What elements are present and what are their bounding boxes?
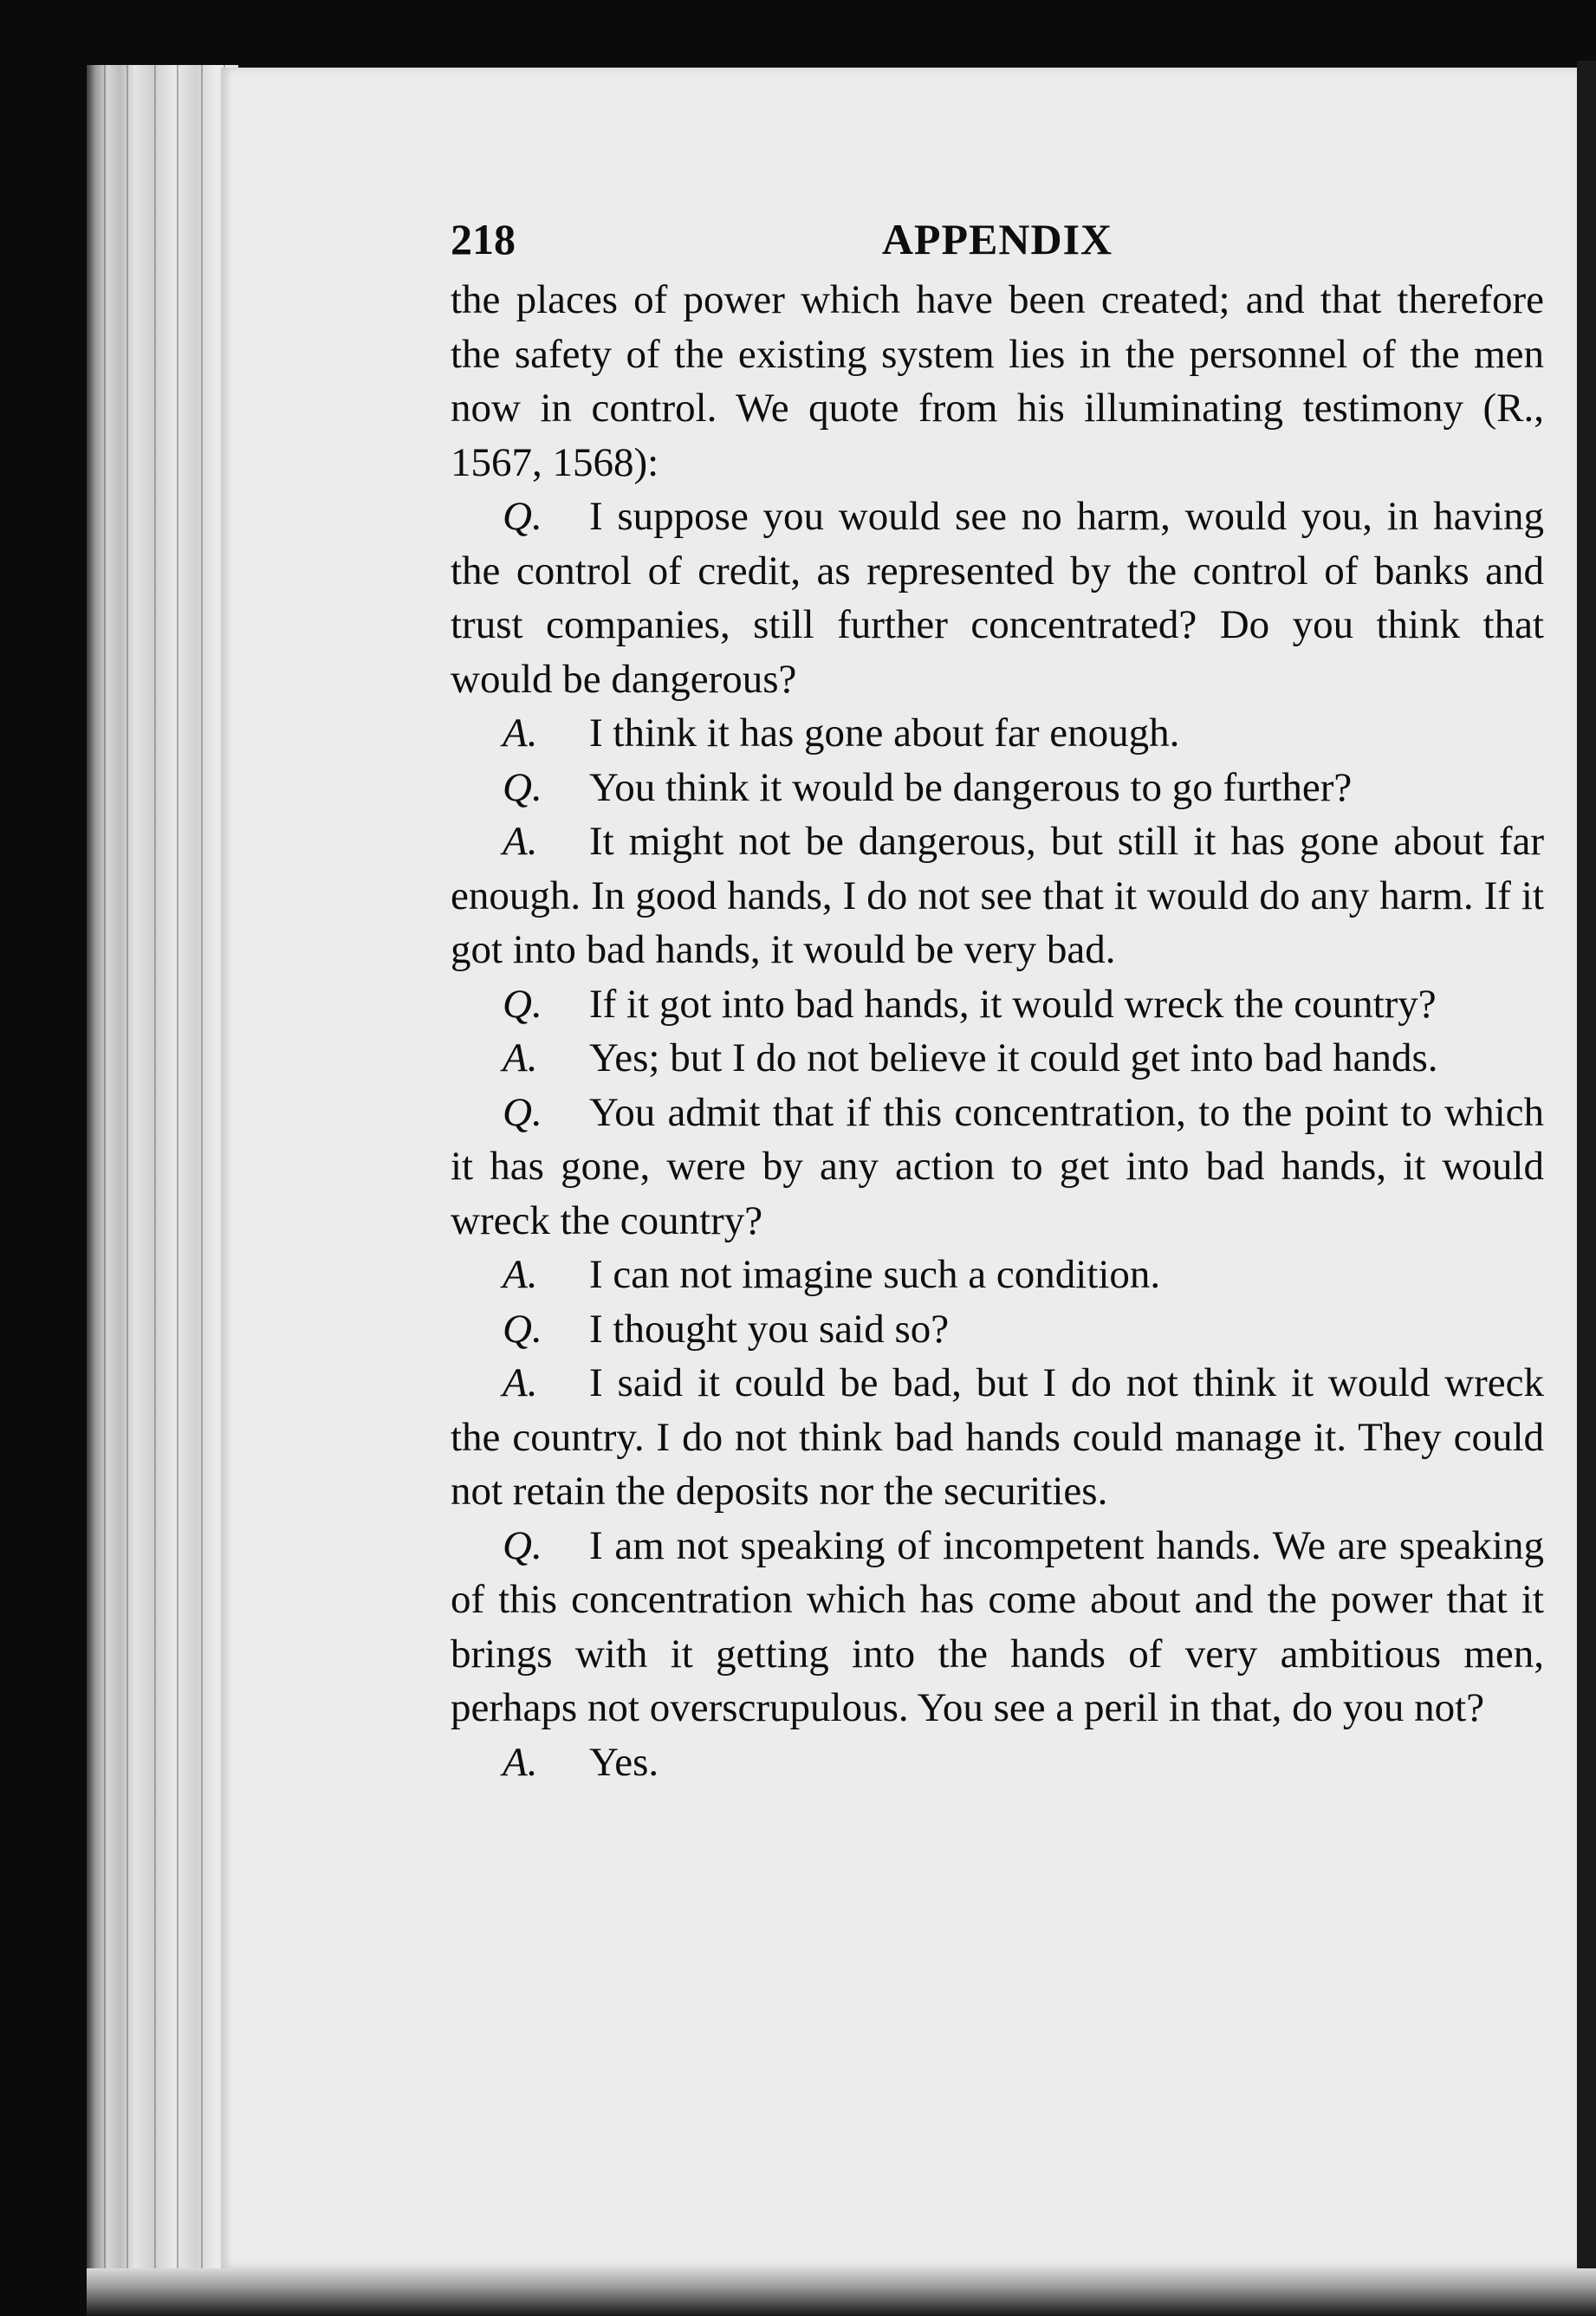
testimony-text: You think it would be dangerous to go further? <box>589 764 1353 810</box>
testimony-text: I think it has gone about far enough. <box>589 710 1180 756</box>
testimony-text: I thought you said so? <box>589 1306 950 1352</box>
testimony-line <box>451 490 1544 706</box>
speaker-label: Q. <box>503 1089 542 1135</box>
testimony-text: I can not imagine such a condition. <box>589 1252 1161 1297</box>
bottom-margin-shadow <box>87 2268 1596 2316</box>
testimony-text: You admit that if this concentration, to the point to which it has gone, were by any action to get into bad hands, it would wreck the country? <box>451 1089 1544 1243</box>
testimony-line <box>451 1086 1544 1249</box>
speaker-label: Q. <box>503 1522 542 1568</box>
speaker-label: Q. <box>503 764 542 810</box>
speaker-label: A. <box>503 1252 538 1297</box>
testimony-line <box>451 1302 1544 1357</box>
speaker-label: Q. <box>503 981 542 1027</box>
testimony-line <box>451 977 1544 1032</box>
speaker-label: A. <box>503 710 538 756</box>
page-text-block <box>451 212 1544 1789</box>
testimony-line <box>451 1356 1544 1519</box>
page-number: 218 <box>451 215 516 263</box>
speaker-label: A. <box>503 1739 538 1785</box>
testimony-line <box>451 1248 1544 1302</box>
testimony-line <box>451 761 1544 815</box>
right-margin-shadow <box>1577 61 1596 2279</box>
testimony-text: I said it could be bad, but I do not think it would wreck the country. I do not think bad hands could manage it. They could not retain the deposits nor the securities. <box>451 1360 1544 1514</box>
speaker-label: Q. <box>503 1306 542 1352</box>
testimony-line <box>451 706 1544 761</box>
testimony-line <box>451 814 1544 977</box>
testimony-text: If it got into bad hands, it would wreck the country? <box>589 981 1437 1027</box>
testimony-exchange-list <box>451 490 1544 1789</box>
speaker-label: Q. <box>503 494 542 539</box>
testimony-text: Yes. <box>589 1739 659 1785</box>
testimony-line <box>451 1031 1544 1086</box>
book-page-edges <box>87 65 238 2279</box>
testimony-text: Yes; but I do not believe it could get into bad hands. <box>589 1035 1438 1080</box>
testimony-text: I am not speaking of incompetent hands. We are speaking of this concentration which has come about and the power that it brings with it getting into the hands of very ambitious men, perhaps not overscrupulous. You see a peril in that, do you not? <box>451 1522 1544 1730</box>
page-header <box>451 212 1544 273</box>
testimony-text: I suppose you would see no harm, would you, in having the control of credit, as represented by the control of banks and trust companies, still further concentrated? Do you think that would be dangerous? <box>451 494 1544 702</box>
intro-paragraph: the places of power which have been created; and that therefore the safety of the existing system lies in the personnel of the men now in control. We quote from his illuminating testimony (R., 1567, 1568): <box>451 277 1544 485</box>
testimony-text: It might not be dangerous, but still it has gone about far enough. In good hands, I do not see that it would do any harm. If it got into bad hands, it would be very bad. <box>451 819 1544 972</box>
testimony-line <box>451 1519 1544 1735</box>
testimony-line <box>451 1735 1544 1790</box>
running-head: APPENDIX <box>881 215 1113 263</box>
speaker-label: A. <box>503 819 538 864</box>
speaker-label: A. <box>503 1360 538 1405</box>
speaker-label: A. <box>503 1035 538 1080</box>
